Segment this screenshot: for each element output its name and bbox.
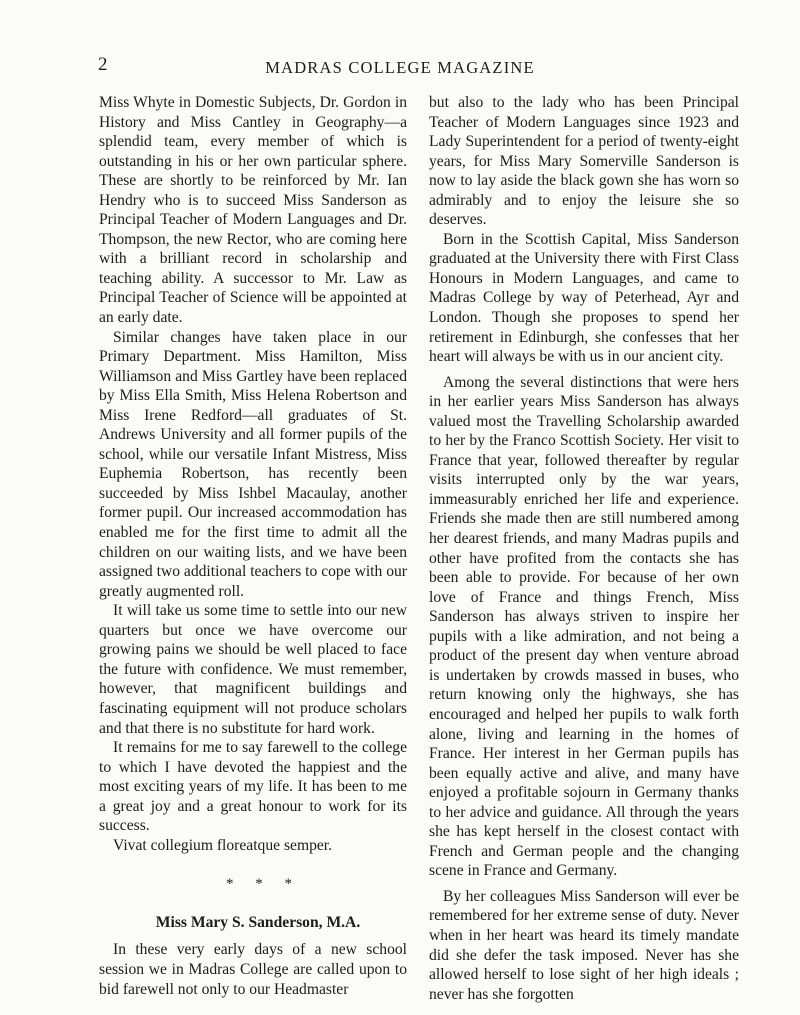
paragraph: By her colleagues Miss Sanderson will ever be remembered for her extreme sense of duty. Never when in her heart was heard its timely mandate did she defer the task imposed. Never has she allowed herself to lose sight of her high ideals ; never has she forgotten [429,887,739,1003]
paragraph: It remains for me to say farewell to the college to which I have devoted the happiest and the most exciting years of my life. It has been to me a great joy and a great honour to work for its success. [99,739,407,835]
paragraph: Miss Whyte in Domestic Subjects, Dr. Gordon in History and Miss Cantley in Geography—a splendid team, every member of which is outstanding in his or her own particular sphere. These are shortly to be reinforced by Mr. Ian Hendry who is to succeed Miss Sanderson as Principal Teacher of Modern Languages and Dr. Thompson, the new Rector, who are coming here with a brilliant record in scholarship and teaching ability. A successor to Mr. Law as Principal Teacher of Science will be appointed at an early date. [99,94,407,327]
running-head: MADRAS COLLEGE MAGAZINE [265,58,535,77]
paragraph: Vivat collegium floreatque semper. [113,836,333,854]
paragraph: In these very early days of a new school session we in Madras College are called upon to bid farewell not only to our Headmaster [99,941,407,998]
paragraph: Among the several distinctions that were hers in her earlier years Miss Sanderson has always valued most the Travelling Scholarship awarded to her by the Franco Scottish Society. Her visit to France that year, followed thereafter by regular visits interrupted only by the war years, immeasurably enriched her life and experience. Friends she made then are still numbered among her dearest friends, and many Madras pupils and other have profited from the contacts she has been able to provide. For because of her own love of France and things French, Miss Sanderson has always striven to inspire her pupils with a like admiration, and not being a product of the present day when venture abroad is undertaken by crowds massed in buses, who return knowing only the highways, she has encouraged and helped her pupils to walk forth alone, living and learning in the homes of France. Her interest in her German pupils has been equally active and alive, and many have enjoyed a profitable sojourn in Germany thanks to her advice and guidance. All through the years she has kept herself in the closest contact with French and German people and the changing scene in France and Germany. [429,373,739,880]
left-column [99,93,407,999]
article-heading: Miss Mary S. Sanderson, M.A. [155,913,361,931]
paragraph: Similar changes have taken place in our Primary Department. Miss Hamilton, Miss Williamson and Miss Gartley have been replaced by Miss Ella Smith, Miss Helena Robertson and Miss Irene Redford—all graduates of St. Andrews University and all former pupils of the school, while our versatile Infant Mistress, Miss Euphemia Robertson, has recently been succeeded by Miss Ishbel Macaulay, another former pupil. Our increased accommodation has enabled me for the first time to admit all the children on our waiting lists, and we have been assigned two additional teachers to cope with our greatly augmented roll. [99,328,407,600]
paragraph: Born in the Scottish Capital, Miss Sanderson graduated at the University there with First Class Honours in Modern Languages, and came to Madras College by way of Peterhead, Ayr and London. Though she proposes to spend her retirement in Edinburgh, she confesses that her heart will always be with us in our ancient city. [429,230,739,366]
page-number: 2 [98,54,108,75]
section-separator: * * * [226,876,292,893]
right-column [429,93,739,1004]
paragraph: It will take us some time to settle into our new quarters but once we have overcome our growing pains we should be well placed to face the future with confidence. We must remember, however, that magnificent buildings and fascinating equipment will not produce scholars and that there is no substitute for hard work. [99,602,407,737]
paragraph: but also to the lady who has been Principal Teacher of Modern Languages since 1923 and Lady Superintendent for a period of twenty-eight years, for Miss Mary Somerville Sanderson is now to lay aside the black gown she has worn so admirably and to enjoy the leisure she so deserves. [429,94,739,229]
